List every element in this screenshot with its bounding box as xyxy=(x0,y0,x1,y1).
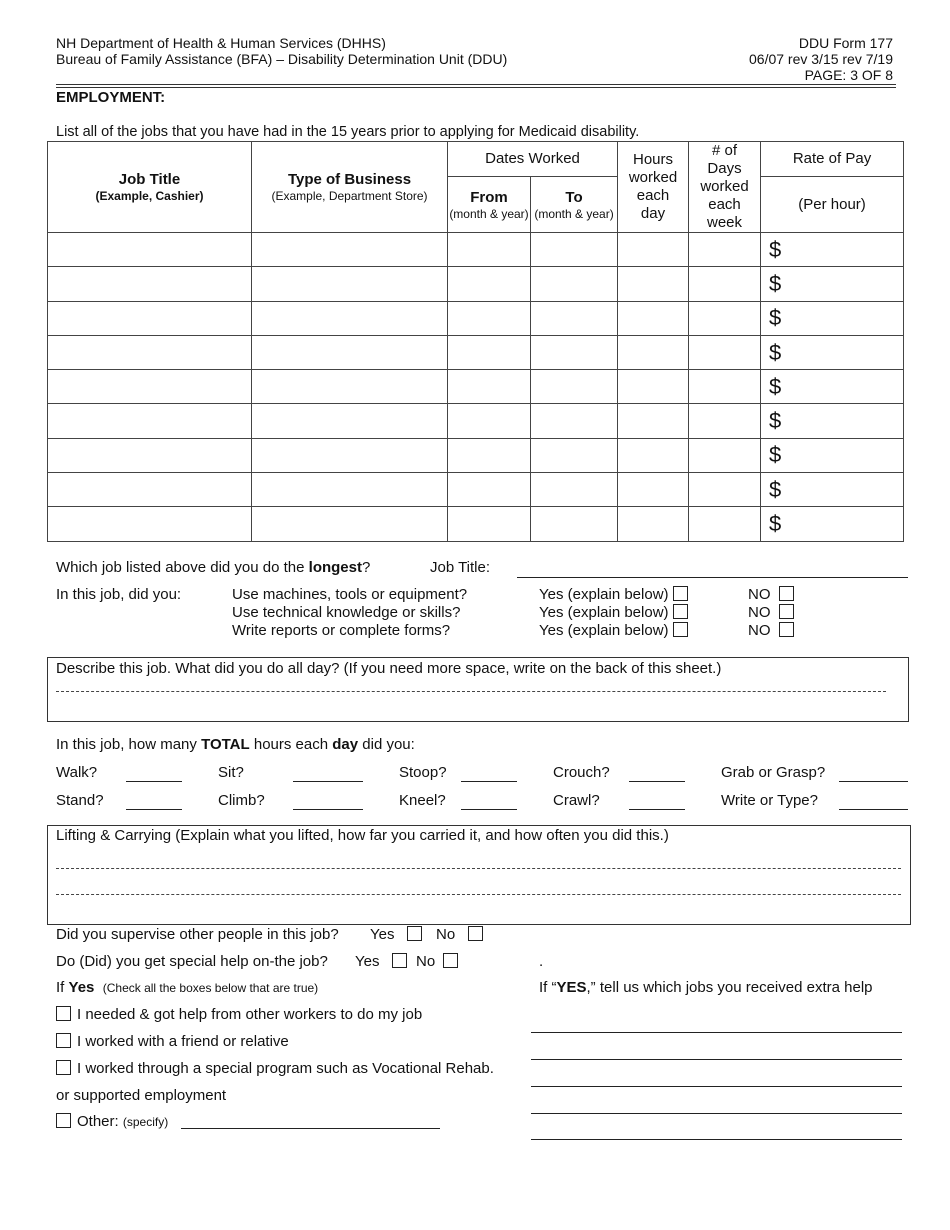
reports-no-checkbox[interactable] xyxy=(779,622,794,637)
cell-to[interactable] xyxy=(531,267,618,301)
cell-to[interactable] xyxy=(531,335,618,369)
sit-field[interactable] xyxy=(293,781,363,782)
supervise-no-checkbox[interactable] xyxy=(468,926,483,941)
cell-business[interactable] xyxy=(252,233,448,267)
cell-from[interactable] xyxy=(448,267,531,301)
longest-job-title-field[interactable] xyxy=(517,577,908,578)
if-yes-note: (Check all the boxes below that are true) xyxy=(102,981,319,995)
table-row xyxy=(48,473,904,507)
extra-help-line-2[interactable] xyxy=(531,1059,902,1060)
job-title-example: (Example, Cashier) xyxy=(95,189,204,203)
stoop-label: Stoop? xyxy=(399,764,447,781)
form-revision: 06/07 rev 3/15 rev 7/19 xyxy=(749,51,893,67)
help-question: Do (Did) you get special help on-the job? xyxy=(56,953,328,970)
days-line-2: Days xyxy=(707,160,742,177)
hours-line-3: each xyxy=(636,187,670,204)
describe-box[interactable] xyxy=(47,657,909,722)
help-option-3-checkbox[interactable] xyxy=(56,1060,71,1075)
hours-line-2: worked xyxy=(628,169,678,186)
extra-help-line-1[interactable] xyxy=(531,1032,902,1033)
page-number: PAGE: 3 OF 8 xyxy=(804,67,893,83)
cell-rate[interactable]: $ xyxy=(761,267,904,301)
technical-no-label: NO xyxy=(748,604,771,621)
cell-job-title[interactable] xyxy=(48,233,252,267)
agency-line-2: Bureau of Family Assistance (BFA) – Disability Determination Unit (DDU) xyxy=(56,51,508,67)
kneel-label: Kneel? xyxy=(399,792,446,809)
cell-rate[interactable]: $ xyxy=(761,301,904,335)
help-option-1-checkbox[interactable] xyxy=(56,1006,71,1021)
reports-no[interactable] xyxy=(748,622,794,639)
supervise-yes[interactable] xyxy=(370,926,422,943)
days-line-1: # of xyxy=(712,142,738,159)
hours-question-mid: hours each xyxy=(249,736,333,753)
help-other-label: Other: xyxy=(77,1113,119,1130)
cell-rate[interactable]: $ xyxy=(761,473,904,507)
help-dot: . xyxy=(539,953,544,970)
table-row xyxy=(48,335,904,369)
cell-business[interactable] xyxy=(252,335,448,369)
cell-from[interactable] xyxy=(448,233,531,267)
from-sub: (month & year) xyxy=(449,206,529,221)
table-row xyxy=(48,438,904,472)
to-sub: (month & year) xyxy=(534,206,614,221)
header-divider-2 xyxy=(56,87,896,88)
cell-to[interactable] xyxy=(531,438,618,472)
cell-rate[interactable]: $ xyxy=(761,233,904,267)
cell-to[interactable] xyxy=(531,473,618,507)
cell-from[interactable] xyxy=(448,438,531,472)
section-instruction: List all of the jobs that you have had in the 15 years prior to applying for Medicaid disability. xyxy=(56,124,640,140)
if-yes-pre: If xyxy=(56,979,69,996)
help-no[interactable] xyxy=(416,953,458,970)
cell-business[interactable] xyxy=(252,507,448,541)
job-title-header: Job Title xyxy=(118,171,181,188)
cell-business[interactable] xyxy=(252,473,448,507)
cell-hours[interactable] xyxy=(618,370,689,404)
cell-rate[interactable]: $ xyxy=(761,507,904,541)
help-option-other-checkbox[interactable] xyxy=(56,1113,71,1128)
supervise-no[interactable] xyxy=(436,926,483,943)
lifting-box[interactable] xyxy=(47,825,911,925)
help-option-3-cont: or supported employment xyxy=(56,1087,227,1104)
help-yes-label: Yes xyxy=(355,953,380,970)
machines-yes[interactable] xyxy=(539,586,688,603)
cell-job-title[interactable] xyxy=(48,438,252,472)
hours-line-1: Hours xyxy=(633,151,674,168)
reports-yes[interactable] xyxy=(539,622,688,639)
cell-to[interactable] xyxy=(531,301,618,335)
cell-hours[interactable] xyxy=(618,267,689,301)
cell-hours[interactable] xyxy=(618,335,689,369)
agency-line-1: NH Department of Health & Human Services (DHHS) xyxy=(56,35,386,51)
help-no-checkbox[interactable] xyxy=(443,953,458,968)
cell-from[interactable] xyxy=(448,404,531,438)
hours-question-day: day xyxy=(332,736,359,753)
col-to xyxy=(531,177,618,233)
grab-label: Grab or Grasp? xyxy=(721,764,826,781)
lifting-line-2[interactable] xyxy=(56,894,901,895)
to-header: To xyxy=(565,188,583,206)
cell-days[interactable] xyxy=(689,507,761,541)
cell-business[interactable] xyxy=(252,370,448,404)
cell-job-title[interactable] xyxy=(48,267,252,301)
tell-us-label xyxy=(539,979,873,996)
help-yes-checkbox[interactable] xyxy=(392,953,407,968)
jobs-table xyxy=(47,141,904,542)
grab-field[interactable] xyxy=(839,781,908,782)
cell-days[interactable] xyxy=(689,301,761,335)
kneel-field[interactable] xyxy=(461,809,517,810)
rate-header: Rate of Pay xyxy=(761,142,904,177)
hours-question xyxy=(56,736,415,753)
lifting-label: Lifting & Carrying (Explain what you lifted, how far you carried it, and how often you did this.) xyxy=(56,827,669,844)
cell-hours[interactable] xyxy=(618,507,689,541)
cell-job-title[interactable] xyxy=(48,507,252,541)
write-label: Write or Type? xyxy=(721,792,818,809)
stand-field[interactable] xyxy=(126,809,182,810)
cell-hours[interactable] xyxy=(618,233,689,267)
describe-line[interactable] xyxy=(56,691,886,692)
table-row xyxy=(48,370,904,404)
rate-sub: (Per hour) xyxy=(761,177,904,233)
cell-days[interactable] xyxy=(689,233,761,267)
table-row xyxy=(48,233,904,267)
col-business xyxy=(252,142,448,233)
cell-hours[interactable] xyxy=(618,438,689,472)
form-name: DDU Form 177 xyxy=(798,35,893,51)
technical-yes[interactable] xyxy=(539,604,688,621)
days-header xyxy=(689,142,761,233)
supervise-yes-checkbox[interactable] xyxy=(407,926,422,941)
longest-question-post: ? xyxy=(362,559,371,576)
from-header: From xyxy=(470,188,508,206)
q-technical: Use technical knowledge or skills? xyxy=(232,604,461,621)
stoop-field[interactable] xyxy=(461,781,517,782)
business-header: Type of Business xyxy=(287,171,412,188)
hours-question-pre: In this job, how many xyxy=(56,736,202,753)
reports-yes-checkbox[interactable] xyxy=(673,622,688,637)
cell-days[interactable] xyxy=(689,370,761,404)
help-other-specify: (specify) xyxy=(122,1115,169,1129)
cell-rate[interactable]: $ xyxy=(761,370,904,404)
help-option-other[interactable] xyxy=(56,1113,168,1130)
technical-no[interactable] xyxy=(748,604,794,621)
cell-rate[interactable]: $ xyxy=(761,335,904,369)
cell-job-title[interactable] xyxy=(48,404,252,438)
hours-question-total: TOTAL xyxy=(201,736,250,753)
header-divider-1 xyxy=(56,84,896,85)
sit-label: Sit? xyxy=(218,764,244,781)
business-example: (Example, Department Store) xyxy=(271,189,428,203)
table-row xyxy=(48,404,904,438)
cell-job-title[interactable] xyxy=(48,370,252,404)
help-option-3[interactable] xyxy=(56,1060,494,1077)
machines-no[interactable] xyxy=(748,586,794,603)
supervise-no-label: No xyxy=(436,926,456,943)
table-row xyxy=(48,267,904,301)
cell-from[interactable] xyxy=(448,473,531,507)
tell-us-bold: YES xyxy=(556,979,587,996)
table-row xyxy=(48,507,904,541)
cell-job-title[interactable] xyxy=(48,301,252,335)
in-this-job-label: In this job, did you: xyxy=(56,586,182,603)
help-option-2-label: I worked with a friend or relative xyxy=(77,1033,289,1050)
tell-us-pre: If “ xyxy=(539,979,557,996)
supervise-yes-label: Yes xyxy=(370,926,395,943)
other-specify-field[interactable] xyxy=(181,1128,440,1129)
climb-field[interactable] xyxy=(293,809,363,810)
longest-question xyxy=(56,559,370,576)
cell-days[interactable] xyxy=(689,404,761,438)
cell-days[interactable] xyxy=(689,267,761,301)
hours-question-post: did you: xyxy=(358,736,415,753)
cell-from[interactable] xyxy=(448,301,531,335)
help-option-2[interactable] xyxy=(56,1033,289,1050)
crawl-label: Crawl? xyxy=(553,792,600,809)
dates-worked-header: Dates Worked xyxy=(448,142,618,177)
cell-days[interactable] xyxy=(689,335,761,369)
cell-job-title[interactable] xyxy=(48,473,252,507)
cell-from[interactable] xyxy=(448,370,531,404)
cell-business[interactable] xyxy=(252,438,448,472)
extra-help-line-3[interactable] xyxy=(531,1086,902,1087)
climb-label: Climb? xyxy=(218,792,265,809)
cell-business[interactable] xyxy=(252,301,448,335)
cell-to[interactable] xyxy=(531,404,618,438)
help-option-1-label: I needed & got help from other workers to do my job xyxy=(77,1006,423,1023)
col-job-title xyxy=(48,142,252,233)
tell-us-post: ,” tell us which jobs you received extra help xyxy=(586,979,873,996)
longest-question-pre: Which job listed above did you do the xyxy=(56,559,309,576)
help-option-2-checkbox[interactable] xyxy=(56,1033,71,1048)
help-option-1[interactable] xyxy=(56,1006,422,1023)
help-no-label: No xyxy=(416,953,436,970)
help-yes[interactable] xyxy=(355,953,407,970)
hours-header xyxy=(618,142,689,233)
cell-business[interactable] xyxy=(252,404,448,438)
cell-job-title[interactable] xyxy=(48,335,252,369)
machines-no-checkbox[interactable] xyxy=(779,586,794,601)
crouch-label: Crouch? xyxy=(553,764,610,781)
machines-yes-checkbox[interactable] xyxy=(673,586,688,601)
cell-days[interactable] xyxy=(689,473,761,507)
help-option-3-label: I worked through a special program such as Vocational Rehab. xyxy=(77,1060,494,1077)
cell-from[interactable] xyxy=(448,507,531,541)
if-yes-bold: Yes xyxy=(68,979,95,996)
walk-field[interactable] xyxy=(126,781,182,782)
q-machines: Use machines, tools or equipment? xyxy=(232,586,468,603)
section-title: EMPLOYMENT: xyxy=(56,89,166,106)
cell-rate[interactable]: $ xyxy=(761,404,904,438)
col-from xyxy=(448,177,531,233)
cell-to[interactable] xyxy=(531,507,618,541)
cell-from[interactable] xyxy=(448,335,531,369)
technical-yes-label: Yes (explain below) xyxy=(539,604,669,621)
cell-hours[interactable] xyxy=(618,473,689,507)
reports-no-label: NO xyxy=(748,622,771,639)
extra-help-line-4[interactable] xyxy=(531,1113,902,1114)
supervise-question: Did you supervise other people in this job? xyxy=(56,926,339,943)
cell-rate[interactable]: $ xyxy=(761,438,904,472)
longest-question-bold: longest xyxy=(308,559,362,576)
describe-label: Describe this job. What did you do all day? (If you need more space, write on the back of this sheet.) xyxy=(56,660,722,677)
write-field[interactable] xyxy=(839,809,908,810)
days-line-5: week xyxy=(707,214,743,231)
walk-label: Walk? xyxy=(56,764,98,781)
table-row xyxy=(48,301,904,335)
machines-yes-label: Yes (explain below) xyxy=(539,586,669,603)
reports-yes-label: Yes (explain below) xyxy=(539,622,669,639)
extra-help-line-5[interactable] xyxy=(531,1139,902,1140)
days-line-4: each xyxy=(708,196,741,213)
cell-business[interactable] xyxy=(252,267,448,301)
longest-job-title-label: Job Title: xyxy=(430,559,491,576)
cell-days[interactable] xyxy=(689,438,761,472)
cell-hours[interactable] xyxy=(618,301,689,335)
cell-to[interactable] xyxy=(531,370,618,404)
if-yes-label xyxy=(56,979,318,996)
lifting-line-1[interactable] xyxy=(56,868,901,869)
machines-no-label: NO xyxy=(748,586,771,603)
cell-hours[interactable] xyxy=(618,404,689,438)
stand-label: Stand? xyxy=(56,792,104,809)
technical-no-checkbox[interactable] xyxy=(779,604,794,619)
days-line-3: worked xyxy=(700,178,749,195)
technical-yes-checkbox[interactable] xyxy=(673,604,688,619)
cell-to[interactable] xyxy=(531,233,618,267)
crouch-field[interactable] xyxy=(629,781,685,782)
hours-line-4: day xyxy=(640,205,666,222)
crawl-field[interactable] xyxy=(629,809,685,810)
q-reports: Write reports or complete forms? xyxy=(232,622,451,639)
